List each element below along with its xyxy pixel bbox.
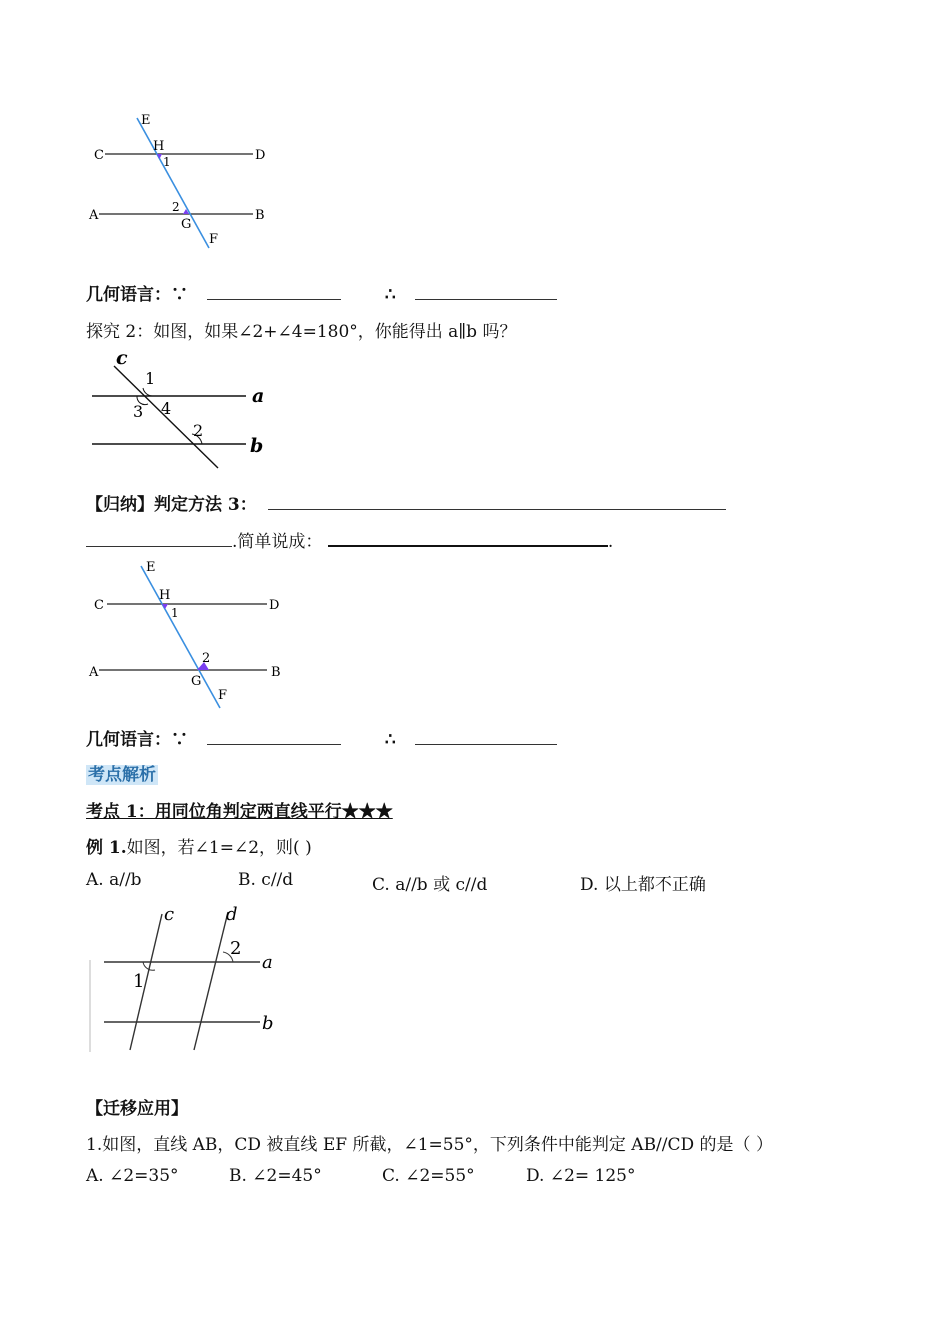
label-A: A	[89, 208, 99, 223]
label-2: 2	[230, 938, 242, 959]
label-B: B	[271, 665, 281, 680]
transfer-title: 【迁移应用】	[86, 1099, 188, 1119]
geo-label: 几何语言：∵	[86, 285, 188, 305]
kp1-title: 考点 1：用同位角判定两直线平行★★★	[86, 802, 393, 822]
therefore-blank[interactable]	[415, 283, 557, 300]
option-c[interactable]: C. a//b 或 c//d	[372, 875, 488, 895]
figure-parallel-lines-3	[85, 556, 295, 714]
figure-parallel-lines-1	[85, 108, 275, 258]
label-1: 1	[133, 971, 145, 992]
explore-2	[86, 317, 516, 342]
example-1	[86, 833, 312, 858]
q1-option-a[interactable]: A. ∠2=35°	[86, 1166, 179, 1186]
label-1: 1	[145, 369, 156, 388]
q1-option-b[interactable]: B. ∠2=45°	[229, 1166, 322, 1186]
label-D: D	[269, 598, 280, 613]
label-2: 2	[172, 200, 180, 214]
because-blank[interactable]	[207, 283, 341, 300]
label-A: A	[89, 665, 99, 680]
summary-end: .	[607, 532, 614, 552]
method-3-blank[interactable]	[268, 493, 726, 510]
label-b: b	[262, 1013, 274, 1034]
section-heading	[86, 760, 158, 785]
label-a: a	[262, 952, 273, 973]
label-2: 2	[193, 421, 204, 440]
question-1-text: 1.如图，直线 AB，CD 被直线 EF 所截，∠1=55°，下列条件中能判定 AB//CD 的是（ ）	[86, 1135, 773, 1155]
figure-angles-2	[86, 348, 276, 473]
geometry-language-2	[86, 725, 557, 750]
label-3: 3	[133, 402, 144, 421]
label-4: 4	[161, 399, 172, 418]
explore-2-text: 探究 2：如图，如果∠2+∠4=180°，你能得出 a∥b 吗？	[86, 322, 517, 342]
label-G: G	[191, 674, 202, 689]
geo-label: 几何语言：∵	[86, 730, 188, 750]
label-c: c	[116, 348, 128, 369]
summary-line-2	[86, 527, 613, 552]
label-E: E	[141, 113, 151, 128]
label-C: C	[94, 148, 104, 163]
summary-method-3	[86, 490, 726, 515]
option-b[interactable]: B. c//d	[238, 870, 294, 890]
because-blank[interactable]	[207, 728, 341, 745]
label-1: 1	[163, 155, 171, 169]
label-G: G	[181, 217, 192, 232]
label-H: H	[153, 139, 165, 154]
q1-option-d[interactable]: D. ∠2= 125°	[526, 1166, 636, 1186]
knowledge-point-1	[86, 797, 393, 822]
q1-option-c[interactable]: C. ∠2=55°	[382, 1166, 475, 1186]
label-F: F	[209, 232, 219, 247]
label-d: d	[226, 904, 238, 925]
label-E: E	[146, 560, 156, 575]
label-D: D	[255, 148, 266, 163]
geometry-language-1	[86, 280, 557, 305]
summary-label: 【归纳】判定方法 3：	[86, 495, 257, 515]
figure-two-transversals	[88, 898, 288, 1056]
option-d[interactable]: D. 以上都不正确	[580, 875, 706, 895]
label-b: b	[250, 435, 264, 457]
option-a[interactable]: A. a//b	[86, 870, 142, 890]
label-B: B	[255, 208, 265, 223]
label-1: 1	[171, 606, 179, 620]
label-c: c	[164, 904, 175, 925]
therefore-symbol: ∴	[384, 285, 396, 305]
label-F: F	[218, 688, 228, 703]
therefore-symbol: ∴	[384, 730, 396, 750]
method-3-blank-cont[interactable]	[86, 530, 232, 547]
example-prefix: 例 1.	[86, 838, 127, 858]
section-title: 考点解析	[88, 765, 156, 785]
label-2: 2	[202, 651, 211, 666]
therefore-blank[interactable]	[415, 728, 557, 745]
question-1	[86, 1130, 773, 1155]
label-a: a	[252, 385, 265, 407]
transfer-heading	[86, 1094, 188, 1119]
label-C: C	[94, 598, 104, 613]
label-H: H	[159, 588, 171, 603]
simple-blank[interactable]	[328, 529, 608, 547]
simple-label: .简单说成：	[232, 532, 323, 552]
example-text: 如图，若∠1=∠2，则( )	[126, 838, 312, 858]
